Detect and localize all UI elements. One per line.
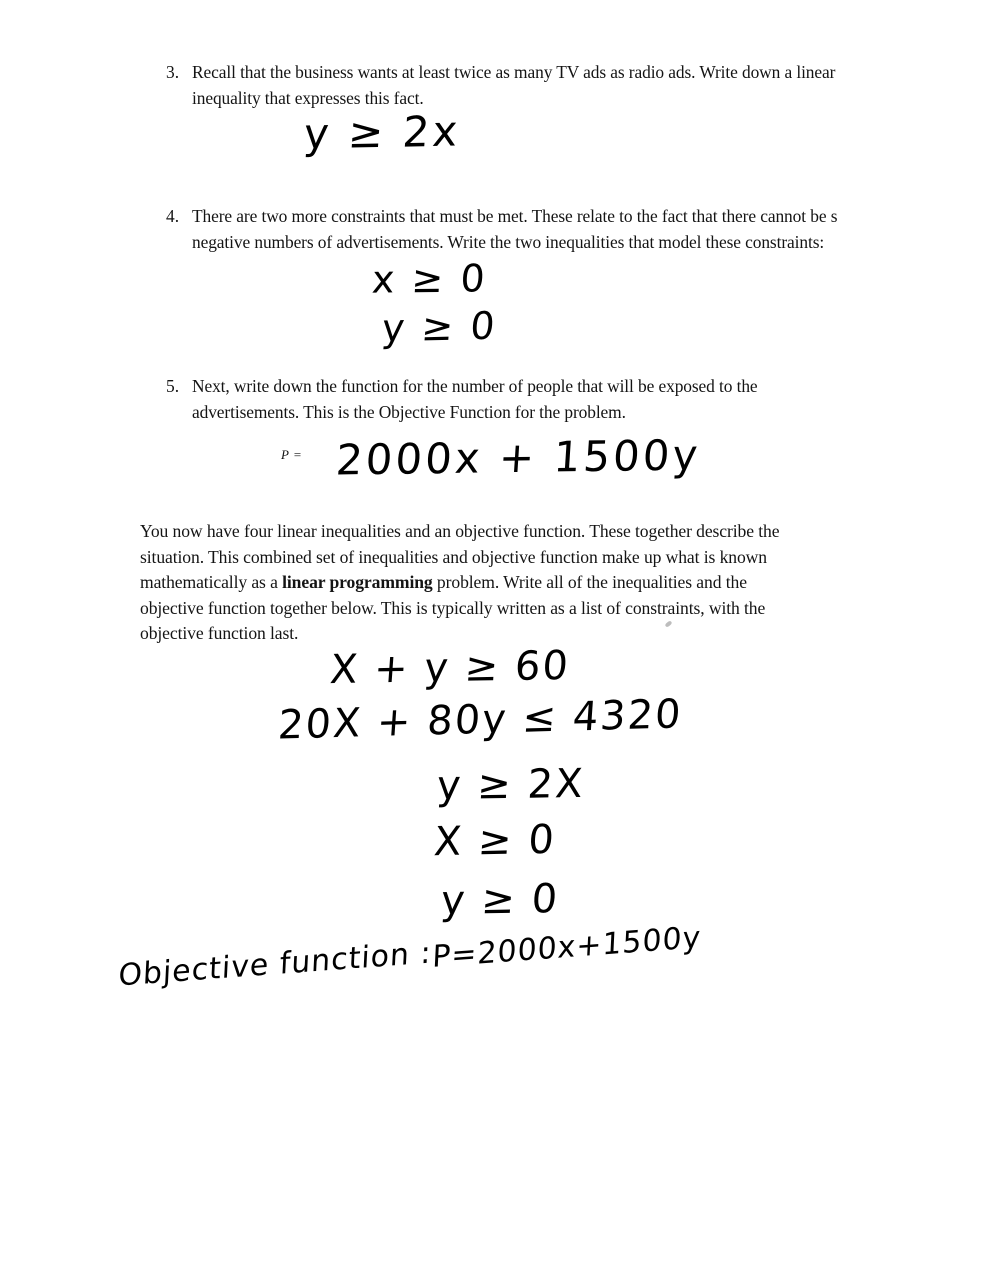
- explanatory-paragraph: [140, 519, 812, 647]
- handwritten-answer-q3: y ≥ 2x: [302, 106, 462, 159]
- handwritten-objective-function-value: P=2000x+1500y: [431, 920, 703, 975]
- paragraph-bold-term: linear programming: [282, 572, 433, 593]
- question-4-number: 4.: [166, 206, 180, 226]
- question-3-number: 3.: [166, 62, 180, 82]
- question-5-text: Next, write down the function for the number of people that will be exposed to the advertisements. This is the Objective Function for the problem.: [192, 376, 758, 422]
- handwritten-system-line-3: y ≥ 2X: [435, 760, 586, 810]
- objective-function-p-label: P =: [281, 447, 303, 462]
- paragraph-part-1: You now have four linear inequalities and an objective function. These together describe the situation. This combined set of inequalities and objective function make up what is known mathematically as a: [140, 521, 780, 593]
- handwritten-system-line-2: 20X + 80y ≤ 4320: [276, 691, 685, 749]
- question-4: [166, 204, 848, 255]
- handwritten-system-line-4: X ≥ 0: [432, 816, 558, 866]
- handwritten-objective-function-label: Objective function :: [117, 935, 433, 994]
- handwritten-answer-q5: 2000x + 1500y: [334, 430, 702, 485]
- question-5: [166, 374, 848, 425]
- handwritten-system-line-1: X + y ≥ 60: [328, 642, 572, 694]
- question-5-number: 5.: [166, 376, 180, 396]
- handwritten-system-line-5: y ≥ 0: [439, 875, 561, 925]
- handwritten-answer-q4-line-1: x ≥ 0: [370, 256, 489, 302]
- question-4-text: There are two more constraints that must be met. These relate to the fact that there cannot be s negative numbers of advertisements. Write the two inequalities that model these constraints:: [192, 206, 838, 252]
- question-3: [166, 60, 848, 111]
- paragraph-part-2: problem. Write all of the inequalities and the objective function together below. This is typically written as a list of constraints, with the objective function last.: [140, 572, 766, 644]
- question-3-text: Recall that the business wants at least twice as many TV ads as radio ads. Write down a linear inequality that expresses this fact.: [192, 62, 836, 108]
- handwritten-answer-q4-line-2: y ≥ 0: [380, 303, 499, 351]
